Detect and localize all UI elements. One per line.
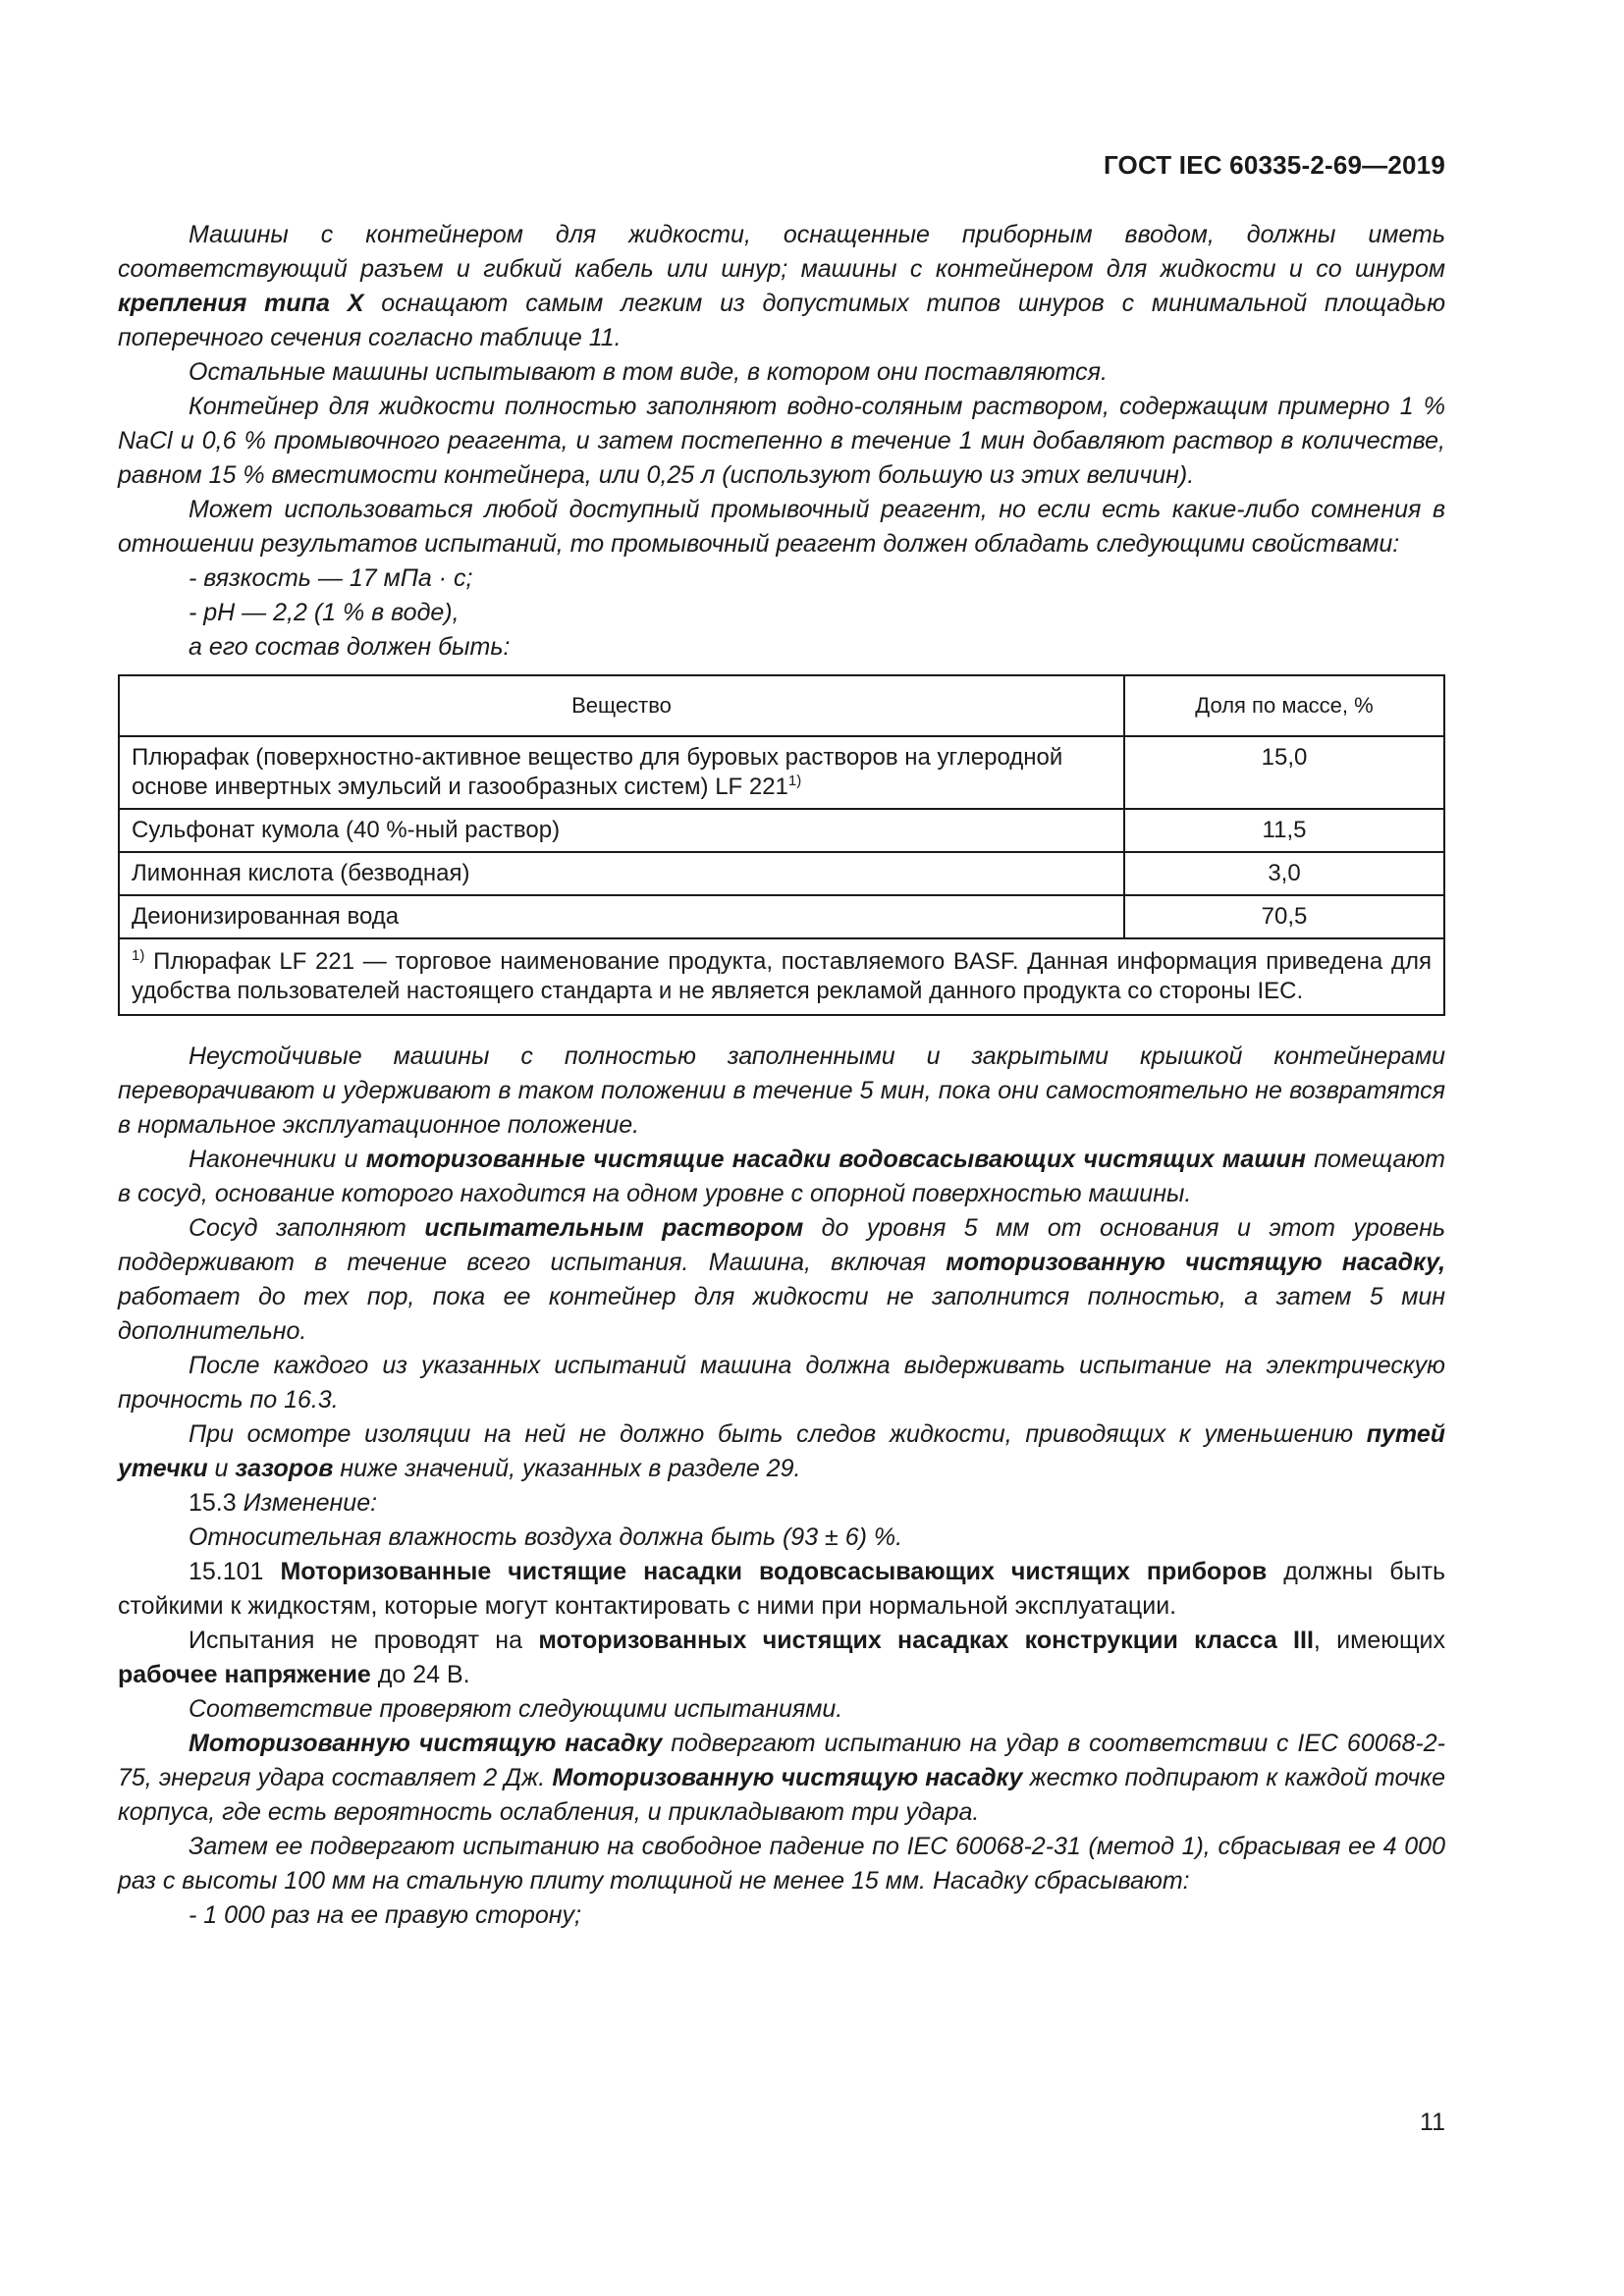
- defined-term: моторизованные чистящие насадки водовсасывающих чистящих машин: [365, 1146, 1306, 1173]
- composition-table: [118, 674, 1445, 1016]
- table-cell-substance: Лимонная кислота (безводная): [119, 852, 1124, 895]
- paragraph: Относительная влажность воздуха должна быть (93 ± 6) %.: [189, 1523, 903, 1551]
- paragraph: Наконечники и моторизованные чистящие насадки водовсасывающих чистящих машин помещают в сосуд, основание которого находится на одном уровне с опорной поверхностью машины.: [118, 1146, 1445, 1207]
- table-header-row: [119, 675, 1444, 736]
- defined-term: зазоров: [235, 1455, 334, 1482]
- paragraph: Неустойчивые машины с полностью заполненными и закрытыми крышкой контейнерами переворачивают и удерживают в таком положении в течение 5 мин, пока они самостоятельно не возвратятся в нормальное эксплуатационное положение.: [118, 1042, 1445, 1139]
- table-cell-substance: Плюрафак (поверхностно-активное вещество для буровых растворов на углеродной основе инвертных эмульсий и газообразных систем) LF 221$^{1)}$: [119, 736, 1124, 809]
- paragraph: Испытания не проводят на моторизованных чистящих насадках конструкции класса III, имеющих рабочее напряжение до 24 В.: [118, 1627, 1446, 1688]
- table-cell-value: 11,5: [1124, 809, 1444, 852]
- defined-term: крепления типа X: [118, 290, 364, 317]
- defined-term: Моторизованные чистящие насадки водовсасывающих чистящих приборов: [280, 1558, 1268, 1585]
- paragraph: а его состав должен быть:: [189, 633, 511, 661]
- table-cell-value: 15,0: [1124, 736, 1444, 809]
- page-number: 11: [1420, 2109, 1445, 2136]
- paragraph: При осмотре изоляции на ней не должно быть следов жидкости, приводящих к уменьшению путей утечки и зазоров ниже значений, указанных в разделе 29.: [118, 1420, 1445, 1482]
- table-cell-substance: Сульфонат кумола (40 %-ный раствор): [119, 809, 1124, 852]
- defined-term: испытательным раствором: [424, 1214, 804, 1242]
- paragraph: Остальные машины испытывают в том виде, в котором они поставляются.: [189, 358, 1108, 386]
- paragraph: Сосуд заполняют испытательным раствором до уровня 5 мм от основания и этот уровень поддерживают в течение всего испытания. Машина, включая моторизованную чистящую насадку, работает до тех пор, пока ее контейнер для жидкости не заполнится полностью, а затем 5 мин дополнительно.: [118, 1214, 1446, 1345]
- paragraph: 15.101 Моторизованные чистящие насадки водовсасывающих чистящих приборов должны быть стойкими к жидкостям, которые могут контактировать с ними при нормальной эксплуатации.: [118, 1558, 1445, 1620]
- document-header: ГОСТ IEC 60335-2-69—2019: [1103, 150, 1445, 180]
- paragraph: Затем ее подвергают испытанию на свободное падение по IEC 60068-2-31 (метод 1), сбрасывая ее 4 000 раз с высоты 100 мм на стальную плиту толщиной не менее 15 мм. Насадку сбрасывают:: [118, 1833, 1445, 1895]
- defined-term: рабочее напряжение: [118, 1661, 371, 1688]
- table-cell-value: 70,5: [1124, 895, 1444, 938]
- defined-term: путей утечки: [118, 1420, 1445, 1482]
- list-item: - pH — 2,2 (1 % в воде),: [189, 599, 460, 626]
- paragraph: Может использоваться любой доступный промывочный реагент, но если есть какие-либо сомнения в отношении результатов испытаний, то промывочный реагент должен обладать следующими свойствами:: [118, 496, 1445, 558]
- table-footnote-row: [119, 938, 1444, 1015]
- list-item: - вязкость — 17 мПа · с;: [189, 564, 473, 592]
- defined-term: Моторизованную чистящую насадку: [552, 1764, 1023, 1791]
- list-item: - 1 000 раз на ее правую сторону;: [189, 1901, 581, 1929]
- text-run: оснащают самым легким из допустимых типов шнуров с минимальной площадью поперечного сечения согласно таблице 11.: [118, 290, 1446, 351]
- paragraph: Соответствие проверяют следующими испытаниями.: [189, 1695, 843, 1723]
- table-cell-value: 3,0: [1124, 852, 1444, 895]
- defined-term: моторизованных чистящих насадках конструкции класса III: [538, 1627, 1314, 1654]
- paragraph: После каждого из указанных испытаний машина должна выдерживать испытание на электрическую прочность по 16.3.: [118, 1352, 1445, 1414]
- footnote-mark: 1): [787, 773, 802, 789]
- table-row: [119, 736, 1444, 809]
- defined-term: моторизованную чистящую насадку,: [946, 1249, 1446, 1276]
- paragraph: [118, 218, 1445, 355]
- table-cell-substance: Деионизированная вода: [119, 895, 1124, 938]
- clause-heading: 15.3 Изменение:: [189, 1489, 378, 1517]
- defined-term: Моторизованную чистящую насадку: [189, 1730, 663, 1757]
- table-row: [119, 852, 1444, 895]
- clause-number: 15.101: [189, 1558, 281, 1585]
- table-row: [119, 809, 1444, 852]
- paragraph: Моторизованную чистящую насадку подвергают испытанию на удар в соответствии с IEC 60068-2-75, энергия удара составляет 2 Дж. Моторизованную чистящую насадку жестко подпирают к каждой точке корпуса, где есть вероятность ослабления, и прикладывают три удара.: [118, 1730, 1446, 1826]
- table-row: [119, 895, 1444, 938]
- table-header-mass-fraction: Доля по массе, %: [1124, 675, 1444, 736]
- clause-number: 15.3: [189, 1489, 244, 1517]
- footnote-mark: 1): [132, 947, 145, 964]
- table-header-substance: Вещество: [119, 675, 1124, 736]
- paragraph: Контейнер для жидкости полностью заполняют водно-соляным раствором, содержащим примерно 1 % NaCl и 0,6 % промывочного реагента, и затем постепенно в течение 1 мин добавляют раствор в количестве, равном 15 % вместимости контейнера, или 0,25 л (используют большую из этих величин).: [118, 393, 1445, 489]
- table-footnote: $^{1)}$ Плюрафак LF 221 — торговое наименование продукта, поставляемого BASF. Данная информация приведена для удобства пользователей настоящего стандарта и не является рекламой данного продукта со стороны IEC.: [119, 938, 1444, 1015]
- document-body: [118, 218, 1445, 1933]
- text-run: Машины с контейнером для жидкости, оснащенные приборным вводом, должны иметь соответствующий разъем и гибкий кабель или шнур; машины с контейнером для жидкости и со шнуром: [118, 221, 1445, 283]
